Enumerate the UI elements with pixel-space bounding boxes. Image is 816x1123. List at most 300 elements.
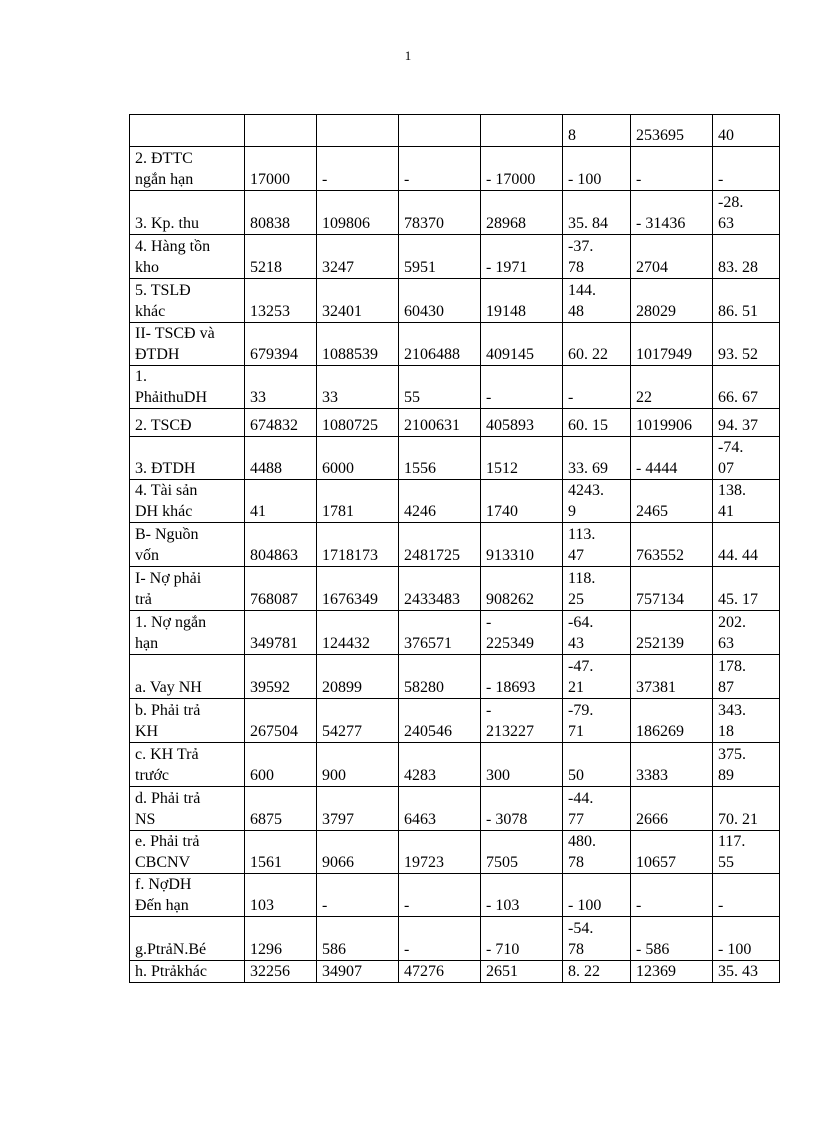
cell-value: 6000 [322,460,354,477]
table-cell [631,874,713,917]
cell-value: 2433483 [404,591,460,608]
table-cell [317,115,399,147]
table-cell [317,409,399,437]
table-cell [399,323,481,366]
row-label: 5. TSLĐ khác [135,282,191,320]
table-cell [713,961,780,983]
table-row [130,567,780,611]
cell-value: 4246 [404,503,436,520]
row-label: a. Vay NH [135,679,202,696]
table-cell [631,115,713,147]
cell-value: 2704 [636,259,668,276]
cell-value: 94. 37 [718,417,758,434]
cell-value: 144. 48 [568,282,596,320]
table-row [130,366,780,409]
table-cell [713,874,780,917]
row-label: b. Phải trả KH [135,702,201,740]
row-label: 3. Kp. thu [135,215,199,232]
cell-value: - [718,171,724,188]
table-row [130,961,780,983]
cell-value: - 710 [486,941,520,958]
table-cell [563,699,631,743]
cell-value: 103 [250,897,274,914]
cell-value: 4283 [404,767,436,784]
cell-value: 2465 [636,503,668,520]
cell-value: 3797 [322,811,354,828]
cell-value: 2666 [636,811,668,828]
table-row [130,147,780,191]
cell-value: - 586 [636,941,670,958]
cell-value: 679394 [250,346,298,363]
row-label-cell [130,366,245,409]
cell-value: 40 [718,127,734,144]
table-cell [713,191,780,235]
cell-value: - [322,171,328,188]
cell-value: 8. 22 [568,963,600,980]
cell-value: - [486,389,492,406]
table-cell [245,437,317,480]
cell-value: 60430 [404,303,444,320]
cell-value: - 17000 [486,171,536,188]
table-cell [399,699,481,743]
cell-value: 8 [568,127,576,144]
table-cell [399,437,481,480]
cell-value: 3383 [636,767,668,784]
cell-value: 22 [636,389,652,406]
row-label: 1. PhảithuDH [135,368,207,406]
cell-value: 39592 [250,679,290,696]
table-cell [481,655,563,699]
cell-value: 50 [568,767,584,784]
row-label: II- TSCĐ và ĐTDH [135,325,215,363]
table-row [130,115,780,147]
table-cell [245,279,317,323]
cell-value: 908262 [486,591,534,608]
row-label-cell [130,323,245,366]
cell-value: - 213227 [486,702,534,740]
cell-value: 86. 51 [718,303,758,320]
cell-value: 7505 [486,854,518,871]
cell-value: 60. 22 [568,346,608,363]
table-cell [317,235,399,279]
row-label: 3. ĐTDH [135,460,196,477]
table-cell [631,611,713,655]
cell-value: 117. 55 [718,833,746,871]
table-cell [317,366,399,409]
row-label: 4. Hàng tồn kho [135,238,211,276]
row-label-cell [130,961,245,983]
cell-value: - [636,171,642,188]
table-cell [317,655,399,699]
row-label: d. Phải trả NS [135,790,201,828]
table-cell [713,147,780,191]
table-cell [563,115,631,147]
table-row [130,480,780,523]
cell-value: 376571 [404,635,452,652]
table-cell [317,279,399,323]
table-cell [245,917,317,961]
cell-value: 253695 [636,127,684,144]
cell-value: 1512 [486,460,518,477]
table-cell [713,279,780,323]
table-cell [317,191,399,235]
cell-value: -47. 21 [568,658,594,696]
table-cell [631,787,713,831]
cell-value: - 31436 [636,215,686,232]
table-cell [563,787,631,831]
table-cell [399,831,481,874]
cell-value: 480. 78 [568,833,596,871]
cell-value: 32256 [250,963,290,980]
cell-value: 267504 [250,723,298,740]
table-cell [481,831,563,874]
table-cell [713,523,780,567]
row-label: e. Phải trả CBCNV [135,833,200,871]
table-cell [481,279,563,323]
table-row [130,235,780,279]
row-label-cell [130,235,245,279]
cell-value: - [404,171,410,188]
table-cell [245,787,317,831]
table-cell [245,567,317,611]
table-cell [317,961,399,983]
cell-value: 33. 69 [568,460,608,477]
cell-value: -54. 78 [568,920,594,958]
table-cell [317,480,399,523]
cell-value: 1017949 [636,346,692,363]
table-cell [399,235,481,279]
cell-value: -64. 43 [568,614,594,652]
cell-value: -74. 07 [718,439,744,477]
table-cell [631,743,713,787]
table-cell [245,191,317,235]
table-cell [563,437,631,480]
row-label-cell [130,147,245,191]
cell-value: 33 [322,389,338,406]
cell-value: 47276 [404,963,444,980]
cell-value: 41 [250,503,266,520]
cell-value: 35. 84 [568,215,608,232]
cell-value: 600 [250,767,274,784]
cell-value: 93. 52 [718,346,758,363]
table-cell [563,743,631,787]
table-cell [245,147,317,191]
cell-value: 6875 [250,811,282,828]
cell-value: 178. 87 [718,658,746,696]
cell-value: 124432 [322,635,370,652]
table-row [130,611,780,655]
financial-table [129,114,780,983]
cell-value: 5218 [250,259,282,276]
cell-value: 1718173 [322,547,378,564]
table-cell [563,191,631,235]
cell-value: 70. 21 [718,811,758,828]
cell-value: 32401 [322,303,362,320]
row-label: 4. Tài sản DH khác [135,482,198,520]
cell-value: - 225349 [486,614,534,652]
cell-value: 202. 63 [718,614,746,652]
cell-value: 768087 [250,591,298,608]
table-cell [631,409,713,437]
cell-value: - 103 [486,897,520,914]
table-cell [317,523,399,567]
table-cell [563,235,631,279]
cell-value: - 100 [568,897,602,914]
table-cell [245,523,317,567]
table-cell [631,147,713,191]
table-cell [317,743,399,787]
table-cell [631,279,713,323]
table-cell [563,831,631,874]
table-cell [481,409,563,437]
table-cell [713,831,780,874]
cell-value: 4488 [250,460,282,477]
cell-value: 1296 [250,941,282,958]
table-row [130,437,780,480]
table-cell [245,115,317,147]
table-cell [481,743,563,787]
cell-value: 28968 [486,215,526,232]
table-cell [481,437,563,480]
table-cell [399,366,481,409]
table-cell [317,323,399,366]
table-cell [481,787,563,831]
table-cell [481,567,563,611]
row-label-cell [130,699,245,743]
row-label-cell [130,437,245,480]
table-row [130,874,780,917]
cell-value: 10657 [636,854,676,871]
table-cell [481,611,563,655]
table-cell [245,366,317,409]
table-cell [713,437,780,480]
cell-value: -28. 63 [718,194,744,232]
cell-value: 9066 [322,854,354,871]
table-cell [245,409,317,437]
table-cell [563,655,631,699]
cell-value: -37. 78 [568,238,594,276]
cell-value: - [568,389,574,406]
table-cell [631,699,713,743]
row-label: h. Ptrảkhác [135,963,207,980]
table-cell [563,961,631,983]
page-number: 1 [404,48,412,63]
table-cell [481,235,563,279]
table-cell [245,480,317,523]
row-label-cell [130,743,245,787]
row-label-cell [130,523,245,567]
cell-value: 138. 41 [718,482,746,520]
cell-value: 17000 [250,171,290,188]
cell-value: 118. 25 [568,570,596,608]
table-cell [399,655,481,699]
cell-value: 80838 [250,215,290,232]
table-cell [317,699,399,743]
table-cell [713,480,780,523]
row-label-cell [130,409,245,437]
table-cell [563,523,631,567]
cell-value: 60. 15 [568,417,608,434]
cell-value: 2100631 [404,417,460,434]
cell-value: - [636,897,642,914]
table-cell [563,409,631,437]
table-cell [481,323,563,366]
table-cell [399,917,481,961]
table-cell [481,961,563,983]
table-cell [245,874,317,917]
table-cell [399,115,481,147]
cell-value: 913310 [486,547,534,564]
cell-value: - 100 [718,941,752,958]
cell-value: 45. 17 [718,591,758,608]
table-cell [631,655,713,699]
row-label: 1. Nợ ngắn hạn [135,614,207,652]
cell-value: 1781 [322,503,354,520]
cell-value: 33 [250,389,266,406]
table-cell [631,480,713,523]
table-cell [317,874,399,917]
table-cell [563,366,631,409]
cell-value: 2106488 [404,346,460,363]
row-label-cell [130,191,245,235]
table-cell [245,235,317,279]
cell-value: 2481725 [404,547,460,564]
cell-value: 240546 [404,723,452,740]
cell-value: 83. 28 [718,259,758,276]
table-cell [245,323,317,366]
row-label-cell [130,787,245,831]
row-label: g.PtrảN.Bé [135,941,207,958]
table-cell [245,655,317,699]
row-label: c. KH Trả trước [135,746,199,784]
table-cell [713,917,780,961]
table-cell [317,567,399,611]
table-cell [399,743,481,787]
cell-value: 3247 [322,259,354,276]
table-cell [399,961,481,983]
cell-value: 44. 44 [718,547,758,564]
table-row [130,699,780,743]
table-cell [245,743,317,787]
table-cell [399,147,481,191]
cell-value: 757134 [636,591,684,608]
cell-value: 1561 [250,854,282,871]
table-cell [245,831,317,874]
table-cell [713,787,780,831]
cell-value: - [322,897,328,914]
table-cell [713,699,780,743]
table-cell [399,523,481,567]
cell-value: 1019906 [636,417,692,434]
cell-value: 804863 [250,547,298,564]
table-cell [563,323,631,366]
cell-value: 375. 89 [718,746,746,784]
cell-value: 37381 [636,679,676,696]
table-cell [563,147,631,191]
cell-value: 20899 [322,679,362,696]
cell-value: 674832 [250,417,298,434]
cell-value: 1740 [486,503,518,520]
table-row [130,523,780,567]
cell-value: 6463 [404,811,436,828]
cell-value: 35. 43 [718,963,758,980]
table-cell [563,874,631,917]
cell-value: 186269 [636,723,684,740]
cell-value: 763552 [636,547,684,564]
cell-value: 109806 [322,215,370,232]
table-cell [631,567,713,611]
row-label-cell [130,611,245,655]
table-cell [631,831,713,874]
table-cell [481,147,563,191]
table-cell [563,917,631,961]
cell-value: - 1971 [486,259,528,276]
row-label-cell [130,655,245,699]
table-cell [399,279,481,323]
table-cell [399,191,481,235]
table-cell [563,611,631,655]
table-cell [631,191,713,235]
row-label: 2. ĐTTC ngắn hạn [135,150,194,188]
table-cell [631,961,713,983]
row-label-cell [130,279,245,323]
table-cell [481,366,563,409]
table-cell [713,366,780,409]
cell-value: 19148 [486,303,526,320]
table-cell [563,480,631,523]
row-label-cell [130,831,245,874]
table-cell [631,437,713,480]
row-label-cell [130,567,245,611]
cell-value: 28029 [636,303,676,320]
table-cell [481,699,563,743]
table-cell [481,191,563,235]
cell-value: 12369 [636,963,676,980]
table-row [130,323,780,366]
table-cell [631,323,713,366]
row-label-cell [130,115,245,147]
table-cell [399,480,481,523]
cell-value: 300 [486,767,510,784]
cell-value: - [404,941,410,958]
row-label-cell [130,917,245,961]
cell-value: - [718,897,724,914]
table-cell [245,961,317,983]
cell-value: 2651 [486,963,518,980]
row-label: I- Nợ phải trả [135,570,202,608]
table-row [130,191,780,235]
cell-value: - 4444 [636,460,678,477]
cell-value: 1676349 [322,591,378,608]
table-cell [399,409,481,437]
table-cell [317,147,399,191]
financial-table-body [130,115,780,983]
table-cell [713,115,780,147]
table-cell [399,787,481,831]
cell-value: 343. 18 [718,702,746,740]
cell-value: 1080725 [322,417,378,434]
table-cell [713,655,780,699]
cell-value: 405893 [486,417,534,434]
table-cell [399,611,481,655]
cell-value: 34907 [322,963,362,980]
table-cell [317,437,399,480]
table-cell [481,917,563,961]
table-cell [631,235,713,279]
cell-value: 1556 [404,460,436,477]
table-cell [631,523,713,567]
table-cell [713,323,780,366]
